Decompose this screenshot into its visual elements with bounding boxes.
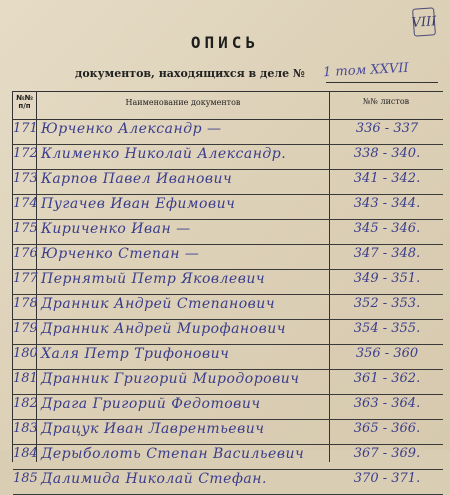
table-row	[13, 170, 443, 195]
row-name: Юрченко Александр —	[41, 121, 222, 137]
document-title: ОПИСЬ	[190, 33, 260, 52]
row-name: Дерыболоть Степан Васильевич	[41, 446, 305, 462]
case-number-underline	[326, 82, 438, 83]
row-number: 172	[13, 146, 38, 161]
row-number: 184	[13, 446, 38, 461]
table-row	[13, 270, 443, 295]
row-number: 185	[13, 471, 38, 486]
table-row	[13, 395, 443, 420]
row-number: 173	[13, 171, 38, 186]
row-sheets: 341 - 342.	[353, 171, 421, 186]
row-name: Дранник Григорий Миродорович	[41, 371, 300, 387]
row-name: Пернятый Петр Яковлевич	[41, 271, 266, 287]
row-sheets: 338 - 340.	[353, 146, 421, 161]
table-row	[13, 295, 443, 320]
row-number: 183	[13, 421, 38, 436]
row-name: Клименко Николай Александр.	[41, 146, 287, 162]
table-row	[13, 370, 443, 395]
table-row	[13, 320, 443, 345]
table-row	[13, 220, 443, 245]
column-header-sheets: №№ листов	[362, 97, 410, 106]
row-sheets: 356 - 360	[355, 346, 419, 361]
row-sheets: 345 - 346.	[353, 221, 421, 236]
row-name: Халя Петр Трифонович	[41, 346, 230, 362]
column-header-num: №№ п/п	[16, 94, 33, 110]
table-row	[13, 420, 443, 445]
row-sheets: 361 - 362.	[353, 371, 421, 386]
column-header-name: Наименование документов	[125, 98, 241, 107]
corner-mark: VIII	[412, 7, 436, 36]
row-sheets: 354 - 355.	[353, 321, 421, 336]
row-number: 174	[13, 196, 38, 211]
table-row	[13, 245, 443, 270]
row-sheets: 367 - 369.	[353, 446, 421, 461]
table-header	[13, 92, 443, 120]
row-sheets: 363 - 364.	[353, 396, 421, 411]
table-row	[13, 145, 443, 170]
document-subtitle: документов, находящихся в деле №	[75, 67, 305, 80]
row-name: Кириченко Иван —	[41, 221, 191, 237]
row-name: Дранник Андрей Степанович	[41, 296, 276, 312]
row-sheets: 349 - 351.	[353, 271, 421, 286]
row-number: 182	[13, 396, 38, 411]
row-sheets: 370 - 371.	[353, 471, 421, 486]
inventory-table	[12, 91, 443, 487]
row-name: Дранник Андрей Мирофанович	[41, 321, 286, 337]
row-name: Карпов Павел Иванович	[41, 171, 233, 187]
row-number: 171	[13, 121, 38, 136]
row-number: 175	[13, 221, 38, 236]
row-name: Драга Григорий Федотович	[41, 396, 261, 412]
row-name: Далимида Николай Стефан.	[41, 471, 267, 487]
row-number: 181	[13, 371, 38, 386]
row-name: Пугачев Иван Ефимович	[41, 196, 236, 212]
row-sheets: 336 - 337	[355, 121, 419, 136]
row-number: 176	[13, 246, 38, 261]
row-name: Юрченко Степан —	[41, 246, 200, 262]
table-row	[13, 195, 443, 220]
table-row	[13, 470, 443, 495]
row-number: 180	[13, 346, 38, 361]
row-sheets: 347 - 348.	[353, 246, 421, 261]
row-number: 177	[13, 271, 38, 286]
case-number: 1 том XXVII	[322, 60, 409, 81]
row-sheets: 365 - 366.	[353, 421, 421, 436]
table-row	[13, 120, 443, 145]
row-sheets: 352 - 353.	[353, 296, 421, 311]
row-name: Драцук Иван Лаврентьевич	[41, 421, 265, 437]
table-row	[13, 345, 443, 370]
row-number: 179	[13, 321, 38, 336]
row-sheets: 343 - 344.	[353, 196, 421, 211]
table-row	[13, 445, 443, 470]
row-number: 178	[13, 296, 38, 311]
